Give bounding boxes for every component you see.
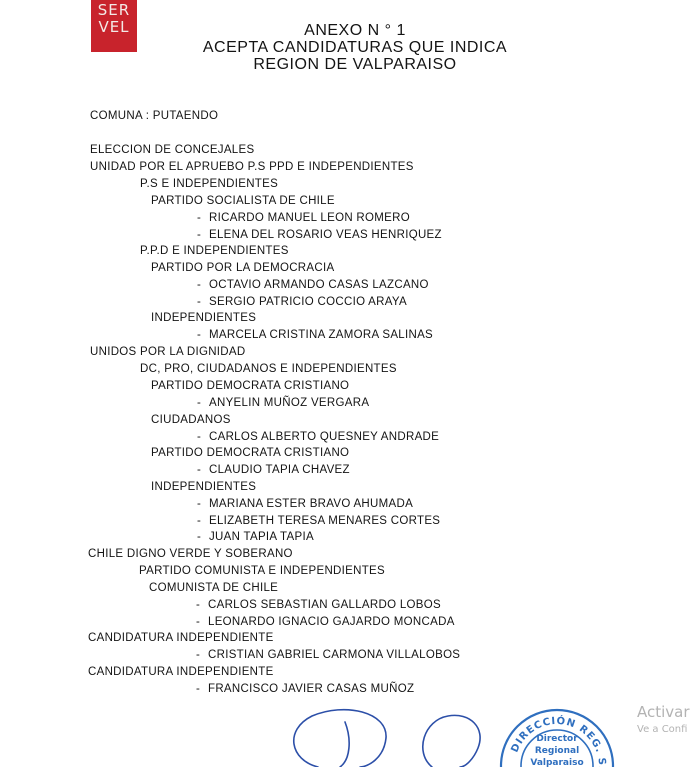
logo-line-1: SER (97, 1, 131, 19)
bullet: - (197, 464, 202, 476)
bullet: - (197, 431, 202, 443)
bullet: - (197, 329, 202, 341)
pacto-label: UNIDAD POR EL APRUEBO P.S PPD E INDEPENDIENTES (90, 161, 414, 173)
bullet: - (197, 498, 202, 510)
candidate-name: LEONARDO IGNACIO GAJARDO MONCADA (208, 616, 455, 628)
candidate-name: ELENA DEL ROSARIO VEAS HENRIQUEZ (209, 229, 442, 241)
partido-label: PARTIDO DEMOCRATA CRISTIANO (151, 447, 350, 459)
election-type: ELECCION DE CONCEJALES (90, 144, 255, 156)
bullet: - (197, 296, 202, 308)
candidate-name: ANYELIN MUÑOZ VERGARA (209, 397, 370, 409)
signature (294, 710, 480, 767)
stamp-ring-text: DIRECCIÓN REG. S (509, 715, 608, 767)
partido-label: PARTIDO POR LA DEMOCRACIA (151, 262, 335, 274)
activation-watermark-subtitle: Ve a Confi (637, 724, 688, 735)
partido-label: COMUNISTA DE CHILE (149, 582, 279, 594)
bullet: - (197, 279, 202, 291)
pacto-label: CANDIDATURA INDEPENDIENTE (88, 666, 274, 678)
bullet: - (197, 229, 202, 241)
bullet: - (196, 616, 201, 628)
candidate-name: CARLOS ALBERTO QUESNEY ANDRADE (209, 431, 440, 443)
logo-line-2: VEL (98, 18, 130, 36)
pacto-label: UNIDOS POR LA DIGNIDAD (90, 346, 246, 358)
bullet: - (197, 397, 202, 409)
candidate-name: MARIANA ESTER BRAVO AHUMADA (209, 498, 414, 510)
partido-label: INDEPENDIENTES (151, 312, 257, 324)
bullet: - (196, 599, 201, 611)
pacto-label: CANDIDATURA INDEPENDIENTE (88, 632, 274, 644)
region-title: REGION DE VALPARAISO (253, 56, 457, 73)
candidate-name: SERGIO PATRICIO COCCIO ARAYA (209, 296, 407, 308)
candidate-name: FRANCISCO JAVIER CASAS MUÑOZ (208, 683, 415, 695)
pacto-label: CHILE DIGNO VERDE Y SOBERANO (88, 548, 293, 560)
partido-label: INDEPENDIENTES (151, 481, 257, 493)
bullet: - (197, 515, 202, 527)
subpacto-label: DC, PRO, CIUDADANOS E INDEPENDIENTES (140, 363, 397, 375)
candidate-name: ELIZABETH TERESA MENARES CORTES (209, 515, 441, 527)
partido-label: PARTIDO SOCIALISTA DE CHILE (151, 195, 335, 207)
annex-title: ANEXO N ° 1 (304, 22, 406, 39)
partido-label: PARTIDO DEMOCRATA CRISTIANO (151, 380, 350, 392)
candidate-name: CLAUDIO TAPIA CHAVEZ (209, 464, 350, 476)
activation-watermark-title: Activar (637, 703, 690, 721)
bullet: - (197, 531, 202, 543)
candidate-name: JUAN TAPIA TAPIA (209, 531, 314, 543)
candidate-name: CRISTIAN GABRIEL CARMONA VILLALOBOS (208, 649, 461, 661)
bullet: - (197, 212, 202, 224)
annex-subtitle: ACEPTA CANDIDATURAS QUE INDICA (202, 39, 508, 56)
stamp-line-3: Valparaiso (530, 758, 584, 767)
comuna-label: COMUNA : PUTAENDO (90, 110, 219, 122)
candidate-name: CARLOS SEBASTIAN GALLARDO LOBOS (208, 599, 441, 611)
candidate-name: MARCELA CRISTINA ZAMORA SALINAS (209, 329, 434, 341)
subpacto-label: P.P.D E INDEPENDIENTES (140, 245, 289, 257)
bullet: - (196, 683, 201, 695)
candidate-name: RICARDO MANUEL LEON ROMERO (209, 212, 410, 224)
candidate-name: OCTAVIO ARMANDO CASAS LAZCANO (209, 279, 429, 291)
subpacto-label: PARTIDO COMUNISTA E INDEPENDIENTES (139, 565, 385, 577)
stamp (501, 710, 613, 767)
partido-label: CIUDADANOS (151, 414, 231, 426)
stamp-line-1: Director (536, 734, 578, 744)
stamp-line-2: Regional (534, 746, 580, 756)
bullet: - (196, 649, 201, 661)
subpacto-label: P.S E INDEPENDIENTES (140, 178, 279, 190)
